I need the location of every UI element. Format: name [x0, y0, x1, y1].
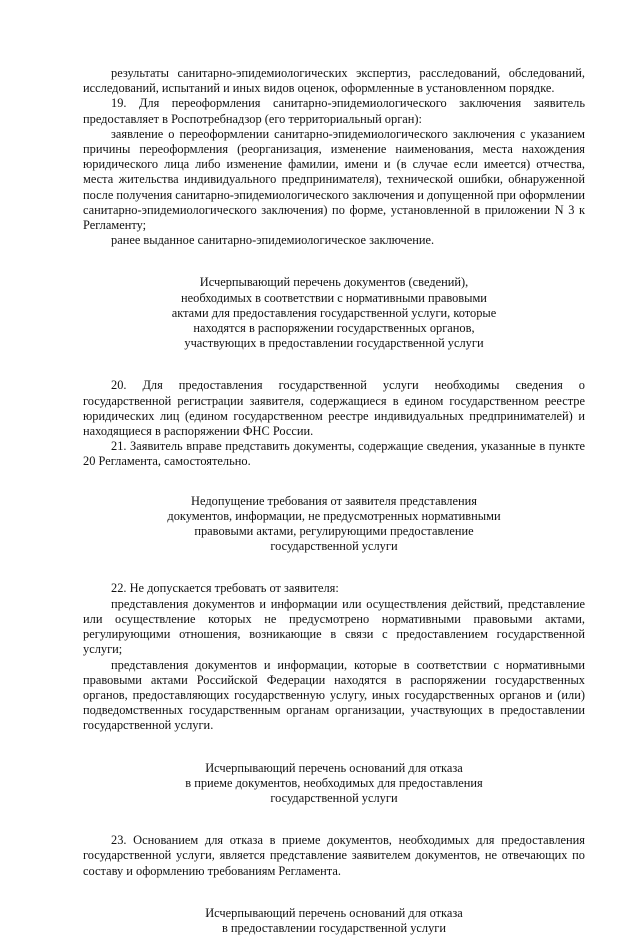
paragraph-23: 23. Основанием для отказа в приеме документов, необходимых для предоставления государственной услуги, является представление заявителем документов, не отвечающих по составу и оформлению требованиям Регламента. — [83, 833, 585, 878]
section-heading-refusal-service — [83, 906, 585, 936]
heading-line: государственной услуги — [270, 539, 398, 554]
heading-line: участвующих в предоставлении государственной услуги — [184, 336, 484, 351]
paragraph-21: 21. Заявитель вправе представить документы, содержащие сведения, указанные в пункте 20 Регламента, самостоятельно. — [83, 439, 585, 469]
heading-line: находятся в распоряжении государственных органов, — [193, 321, 475, 336]
heading-line: документов, информации, не предусмотренных нормативными — [167, 508, 501, 523]
section-heading-no-requirement — [83, 494, 585, 555]
section-heading-refusal-acceptance — [83, 761, 585, 807]
heading-line: актами для предоставления государственной услуги, которые — [171, 305, 497, 320]
paragraph: ранее выданное санитарно-эпидемиологическое заключение. — [111, 233, 435, 248]
heading-line: Исчерпывающий перечень документов (сведений), — [199, 275, 469, 290]
heading-line: Исчерпывающий перечень оснований для отказа — [205, 905, 463, 920]
paragraph: заявление о переоформлении санитарно-эпидемиологического заключения с указанием причины переоформления (реорганизация, изменение наименования, места нахождения юридического лица либо изменение фамилии, имени и (в случае если имеется) отчества, места жительства индивидуального предпринимателя), технической ошибки, обнаруженной после получения санитарно-эпидемиологического заключения и допущенной при оформлении санитарно-эпидемиологического заключения) по форме, установленной в приложении N 3 к Регламенту; — [83, 126, 585, 233]
paragraph-22: 22. Не допускается требовать от заявителя: — [111, 581, 339, 596]
heading-line: Исчерпывающий перечень оснований для отказа — [205, 760, 463, 775]
heading-line: Недопущение требования от заявителя представления — [191, 493, 477, 508]
heading-line: необходимых в соответствии с нормативными правовыми — [181, 290, 487, 305]
paragraph: представления документов и информации, которые в соответствии с нормативными правовыми актами Российской Федерации находятся в распоряжении государственных органов, предоставляющих государственную услугу, иных государственных органов и (или) подведомственных государственным органам организации, участвующих в предоставлении государственной услуги. — [83, 657, 585, 733]
heading-line: в приеме документов, необходимых для предоставления — [185, 775, 483, 790]
paragraph-19: 19. Для переоформления санитарно-эпидемиологического заключения заявитель предоставляет в Роспотребнадзор (его территориальный орган): — [83, 96, 585, 126]
paragraph: результаты санитарно-эпидемиологических экспертиз, расследований, обследований, исследований, испытаний и иных видов оценок, оформленные в установленном порядке. — [83, 66, 585, 96]
paragraph: представления документов и информации или осуществления действий, представление или осуществление которых не предусмотрено нормативными правовыми актами, регулирующими отношения, возникающие в связи с предоставлением государственной услуги; — [83, 596, 585, 657]
heading-line: государственной услуги — [270, 790, 398, 805]
document-body — [83, 66, 585, 936]
paragraph-20: 20. Для предоставления государственной услуги необходимы сведения о государственной регистрации заявителя, содержащиеся в едином государственном реестре юридических лиц (едином государственном реестре индивидуальных предпринимателей) и находящиеся в распоряжении ФНС России. — [83, 378, 585, 439]
heading-line: в предоставлении государственной услуги — [221, 920, 447, 935]
heading-line: правовыми актами, регулирующими предоставление — [194, 524, 474, 539]
section-heading-documents-list — [83, 275, 585, 351]
